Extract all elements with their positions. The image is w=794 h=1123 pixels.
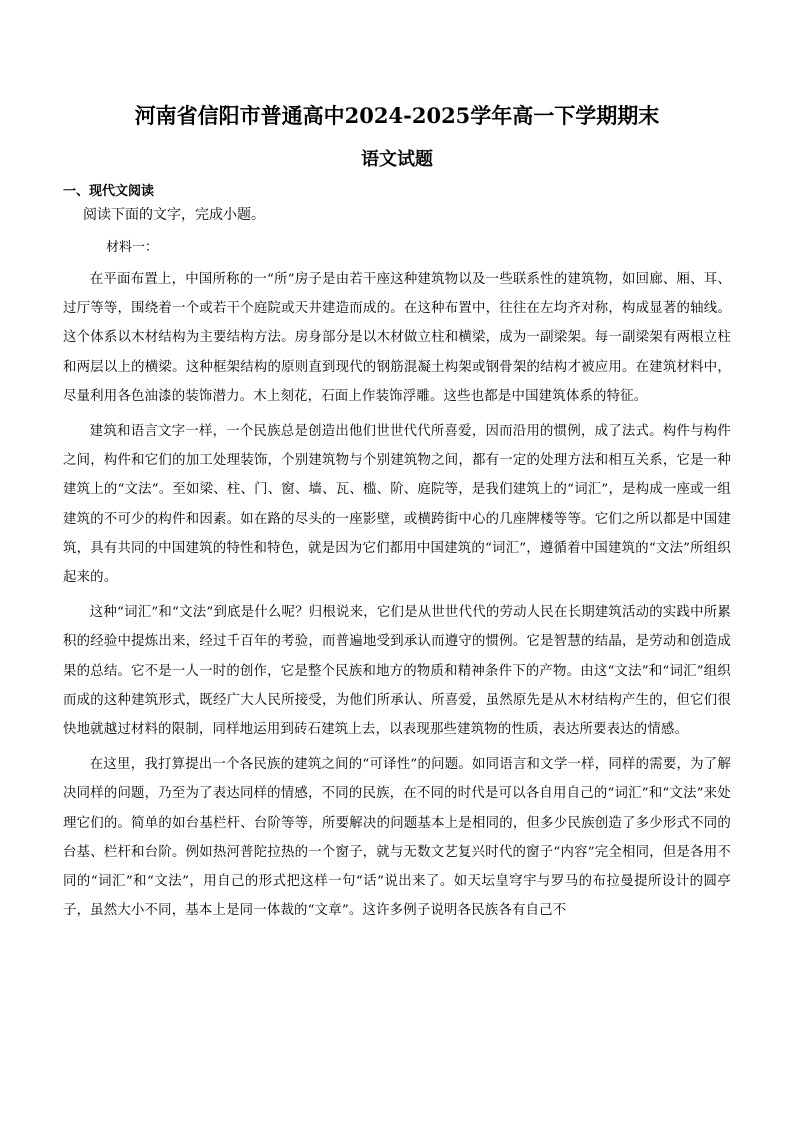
paragraph: 建筑和语言文字一样，一个民族总是创造出他们世世代代所喜爱，因而沿用的惯例，成了法式。构件与构件之间，构件和它们的加工处理装饰，个别建筑物与个别建筑物之间，都有一定的处理方法和相互关系，它是一种建筑上的“文法”。至如梁、柱、门、窗、墙、瓦、槛、阶、庭院等，是我们建筑上的“词汇”，是构成一座或一组建筑的不可少的构件和因素。如在路的尽头的一座影壁，或横跨街中心的几座牌楼等等。它们之所以都是中国建筑，具有共同的中国建筑的特性和特色，就是因为它们都用中国建筑的“词汇”，遵循着中国建筑的“文法”所组织起来的。: [63, 424, 731, 586]
material-body: [63, 265, 731, 931]
document-title: 河南省信阳市普通高中2024-2025学年高一下学期期末: [134, 103, 660, 128]
section-heading: 一、现代文阅读: [63, 184, 155, 199]
paragraph: 在平面布置上，中国所称的一“所”房子是由若干座这种建筑物以及一些联系性的建筑物，如回廊、厢、耳、过厅等等，围绕着一个或若干个庭院或天井建造而成的。在这种布置中，往往在左均齐对称，构成显著的轴线。这个体系以木材结构为主要结构方法。房身部分是以木材做立柱和横梁，成为一副梁架。每一副梁架有两根立柱和两层以上的横梁。这种框架结构的原则直到现代的钢筋混凝土构架或钢骨架的结构才被应用。在建筑材料中，尽量利用各色油漆的装饰潜力。木上刻花，石面上作装饰浮雕。这些也都是中国建筑体系的特征。: [63, 272, 731, 404]
reading-instruction: 阅读下面的文字，完成小题。: [83, 207, 265, 223]
material-label: 材料一：: [106, 240, 159, 255]
document-subtitle: 语文试题: [361, 149, 433, 170]
paragraph: 在这里，我打算提出一个各民族的建筑之间的“可译性”的问题。如同语言和文学一样，同样的需要，为了解决同样的问题，乃至为了表达同样的情感，不同的民族，在不同的时代是可以各自用自己的“词汇”和“文法”来处理它们的。简单的如台基栏杆、台阶等等，所要解决的问题基本上是相同的，但多少民族创造了多少形式不同的台基、栏杆和台阶。例如热河普陀拉热的一个窗子，就与无数文艺复兴时代的窗子“内容”完全相同，但是各用不同的“词汇”和“文法”，用自己的形式把这样一句“话”说出来了。如天坛皇穹宇与罗马的布拉曼提所设计的圆亭子，虽然大小不同，基本上是同一体裁的“文章”。这许多例子说明各民族各有自己不: [63, 757, 731, 919]
paragraph: 这种“词汇”和“文法”到底是什么呢？归根说来，它们是从世世代代的劳动人民在长期建筑活动的实践中所累积的经验中提炼出来，经过千百年的考验，而普遍地受到承认而遵守的惯例。它是智慧的结晶，是劳动和创造成果的总结。它不是一人一时的创作，它是整个民族和地方的物质和精神条件下的产物。由这“文法”和“词汇”组织而成的这种建筑形式，既经广大人民所接受，为他们所承认、所喜爱，虽然原先是从木材结构产生的，但它们很快地就越过材料的限制，同样地运用到砖石建筑上去，以表现那些建筑物的性质，表达所要表达的情感。: [63, 605, 731, 738]
